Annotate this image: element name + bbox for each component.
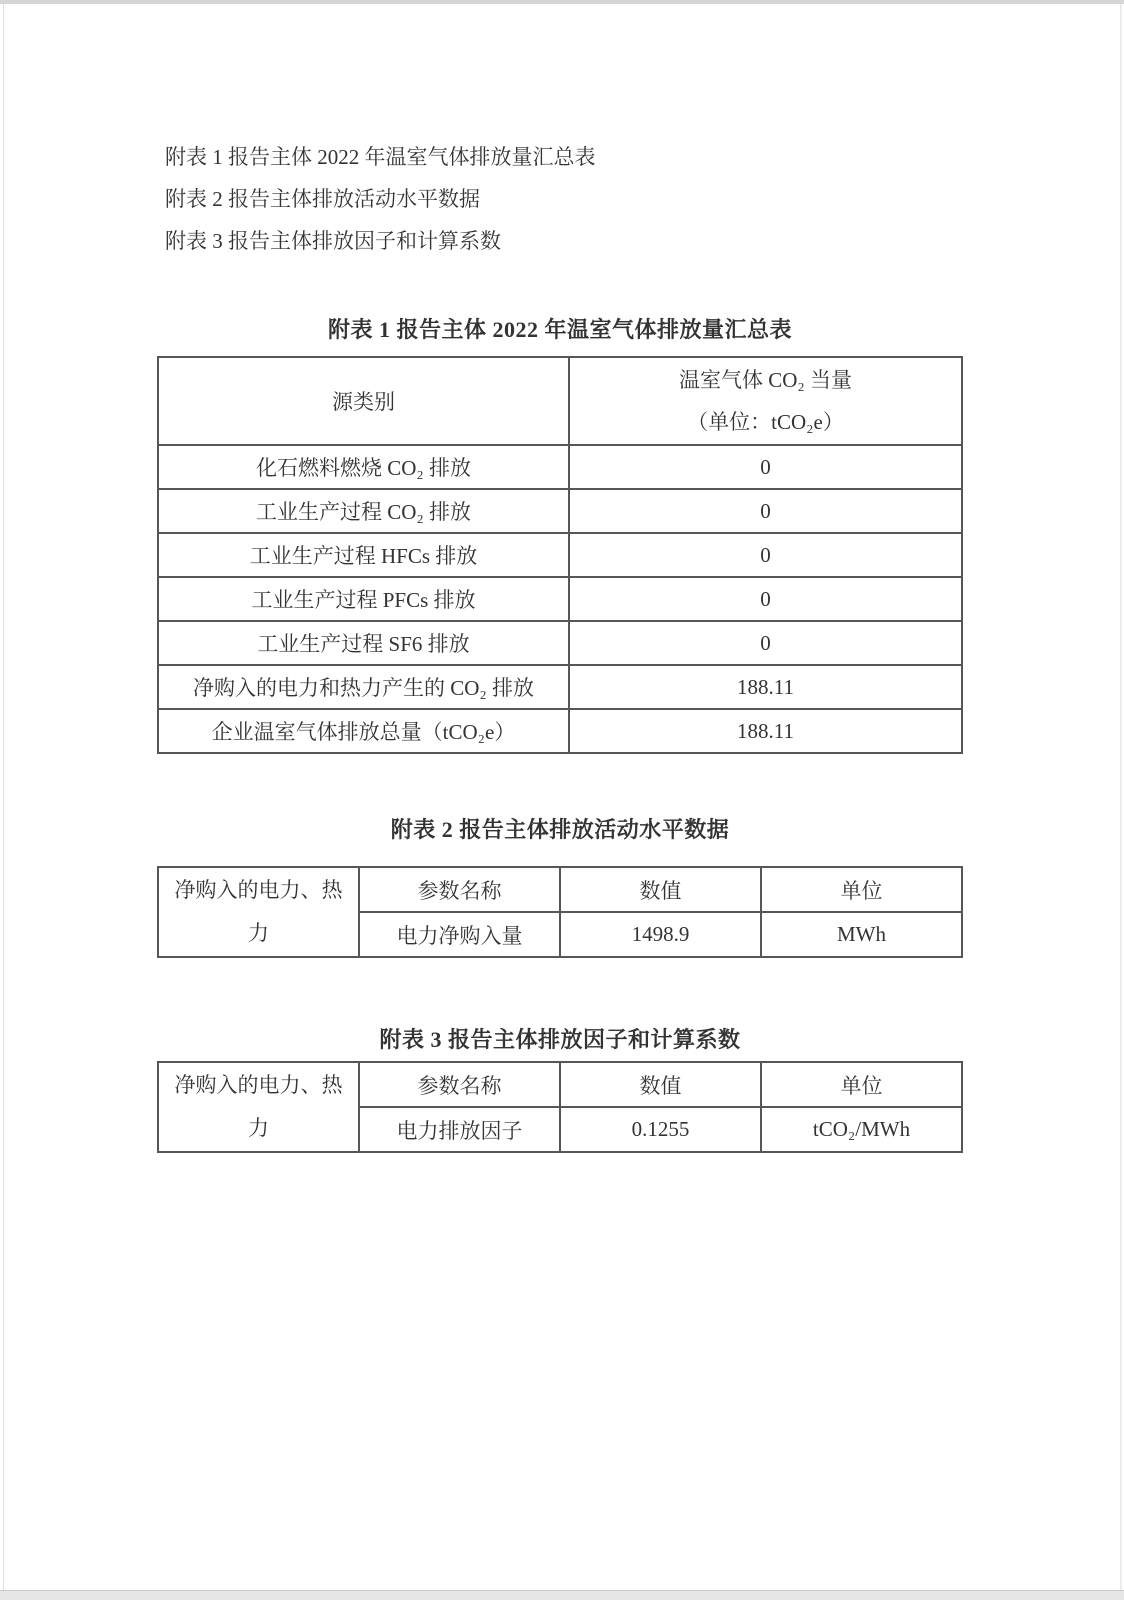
table1-title: 附表 1 报告主体 2022 年温室气体排放量汇总表 xyxy=(327,317,792,342)
table-row xyxy=(158,445,962,489)
table-row xyxy=(158,577,962,621)
value-cell: 0 xyxy=(569,533,962,577)
viewer-right-edge xyxy=(1120,4,1122,1590)
appendix-list xyxy=(165,136,596,262)
value-cell: 188.11 xyxy=(569,665,962,709)
value-cell: 0 xyxy=(569,489,962,533)
table-row xyxy=(158,621,962,665)
unit-cell: tCO₂/MWh xyxy=(761,1107,962,1152)
param-cell: 电力排放因子 xyxy=(359,1107,560,1152)
table1-header-value-line2: （单位：tCO₂e） xyxy=(687,410,844,434)
table1-header-source: 源类别 xyxy=(158,357,569,445)
unit-cell: MWh xyxy=(761,912,962,957)
value-cell: 0 xyxy=(569,621,962,665)
param-cell: 电力净购入量 xyxy=(359,912,560,957)
table2-header-value: 数值 xyxy=(560,867,761,912)
value-cell: 188.11 xyxy=(569,709,962,753)
appendix-list-item-1: 附表 1 报告主体 2022 年温室气体排放量汇总表 xyxy=(165,145,596,169)
table1-header-value-line1: 温室气体 CO₂ 当量 xyxy=(679,368,852,392)
table3-title: 附表 3 报告主体排放因子和计算系数 xyxy=(379,1027,741,1052)
category-label: 净购入的电力、热力 xyxy=(174,878,343,945)
table-row xyxy=(158,665,962,709)
viewer-bottom-edge xyxy=(0,1590,1124,1600)
value-cell: 1498.9 xyxy=(560,912,761,957)
table2-header-param: 参数名称 xyxy=(359,867,560,912)
table3-header-value: 数值 xyxy=(560,1062,761,1107)
table2-title: 附表 2 报告主体排放活动水平数据 xyxy=(390,817,730,842)
table3-header-unit: 单位 xyxy=(761,1062,962,1107)
table1-emissions-summary xyxy=(157,356,963,754)
source-cell: 企业温室气体排放总量（tCO₂e） xyxy=(158,709,569,753)
table2-activity-data xyxy=(157,866,963,958)
table-row xyxy=(158,489,962,533)
table1-header-value xyxy=(569,357,962,445)
table3-header-param: 参数名称 xyxy=(359,1062,560,1107)
table-row xyxy=(158,533,962,577)
value-cell: 0 xyxy=(569,445,962,489)
appendix-list-item-2: 附表 2 报告主体排放活动水平数据 xyxy=(165,187,480,211)
source-cell: 工业生产过程 SF6 排放 xyxy=(158,621,569,665)
table3-header-row xyxy=(158,1062,962,1107)
table1-header-row xyxy=(158,357,962,445)
table3-emission-factors xyxy=(157,1061,963,1153)
source-cell: 化石燃料燃烧 CO₂ 排放 xyxy=(158,445,569,489)
table2-header-unit: 单位 xyxy=(761,867,962,912)
source-cell: 工业生产过程 CO₂ 排放 xyxy=(158,489,569,533)
value-cell: 0.1255 xyxy=(560,1107,761,1152)
category-cell xyxy=(158,867,359,957)
viewer-top-edge xyxy=(0,0,1124,4)
table-row xyxy=(158,709,962,753)
appendix-list-item-3: 附表 3 报告主体排放因子和计算系数 xyxy=(165,229,501,253)
source-cell: 工业生产过程 PFCs 排放 xyxy=(158,577,569,621)
viewer-left-edge xyxy=(3,4,4,1590)
source-cell: 工业生产过程 HFCs 排放 xyxy=(158,533,569,577)
category-cell xyxy=(158,1062,359,1152)
source-cell: 净购入的电力和热力产生的 CO₂ 排放 xyxy=(158,665,569,709)
category-label: 净购入的电力、热力 xyxy=(174,1073,343,1140)
value-cell: 0 xyxy=(569,577,962,621)
table2-header-row xyxy=(158,867,962,912)
